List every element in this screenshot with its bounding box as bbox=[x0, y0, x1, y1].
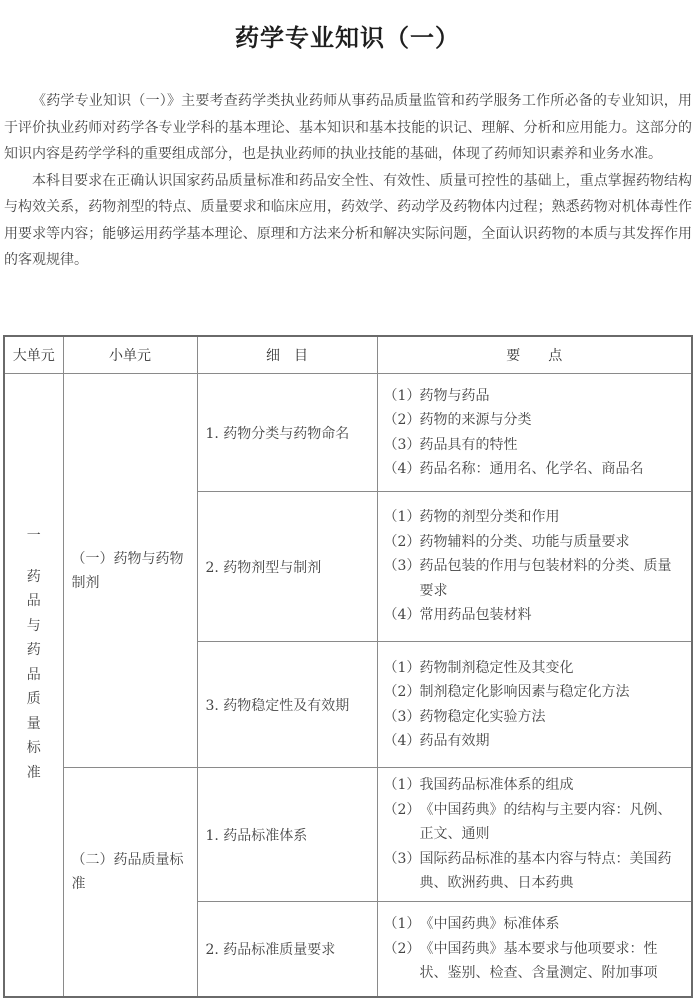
point-item: （2）《中国药典》的结构与主要内容：凡例、正文、通则 bbox=[383, 801, 672, 843]
small-unit-cell: （一）药物与药物制剂 bbox=[63, 374, 197, 768]
point-item: （2）制剂稳定化影响因素与稳定化方法 bbox=[383, 684, 630, 700]
point-item: （1）我国药品标准体系的组成 bbox=[383, 777, 574, 794]
detail-cell: 2. 药品标准质量要求 bbox=[197, 902, 377, 997]
detail-cell: 2. 药物剂型与制剂 bbox=[197, 492, 377, 642]
big-unit-cell bbox=[4, 374, 63, 997]
header-small-unit: 小单元 bbox=[63, 336, 197, 374]
point-item: （4）常用药品包装材料 bbox=[383, 607, 532, 624]
points-cell bbox=[377, 902, 692, 997]
intro-paragraph: 本科目要求在正确认识国家药品质量标准和药品安全性、有效性、质量可控性的基础上，重点掌握药物结构与构效关系，药物剂型的特点、质量要求和临床应用，药效学、药动学及药物体内过程；熟悉药物对机体毒性作用要求等内容；能够运用药学基本理论、原理和方法来分析和解决实际问题，全面认识药物的本质与其发挥作用的客观规律。 bbox=[4, 172, 692, 268]
point-item: （1）《中国药典》标准体系 bbox=[383, 916, 560, 932]
header-points: 要 点 bbox=[377, 336, 692, 374]
table-row bbox=[4, 768, 692, 902]
detail-cell: 1. 药物分类与药物命名 bbox=[197, 374, 377, 492]
big-unit-char: 标 bbox=[26, 740, 41, 757]
intro-section bbox=[4, 88, 692, 274]
point-item: （1）药物与药品 bbox=[383, 387, 490, 404]
small-unit-cell: （二）药品质量标准 bbox=[63, 768, 197, 997]
header-detail: 细 目 bbox=[197, 336, 377, 374]
detail-cell: 1. 药品标准体系 bbox=[197, 768, 377, 902]
big-unit-char: 药 bbox=[26, 642, 41, 659]
big-unit-char: 量 bbox=[26, 715, 41, 732]
detail-cell: 3. 药物稳定性及有效期 bbox=[197, 642, 377, 768]
points-cell bbox=[377, 374, 692, 492]
big-unit-char: 一 bbox=[26, 528, 41, 545]
points-cell bbox=[377, 492, 692, 642]
page-title: 药学专业知识（一） bbox=[235, 23, 460, 52]
point-item: （2）药物的来源与分类 bbox=[383, 412, 532, 428]
point-item: （4）药品有效期 bbox=[383, 733, 490, 749]
intro-paragraph: 《药学专业知识（一）》主要考查药学类执业药师从事药品质量监管和药学服务工作所必备的专业知识，用于评价执业药师对药学各专业学科的基本理论、基本知识和基本技能的识记、理解、分析和应用能力。这部分的知识内容是药学学科的重要组成部分，也是执业药师的执业技能的基础，体现了药师知识素养和业务水准。 bbox=[4, 93, 692, 162]
points-cell bbox=[377, 642, 692, 768]
point-item: （3）国际药品标准的基本内容与特点：美国药典、欧洲药典、日本药典 bbox=[383, 850, 672, 892]
big-unit-char: 质 bbox=[26, 691, 41, 708]
point-item: （2）药物辅料的分类、功能与质量要求 bbox=[383, 533, 630, 550]
points-cell bbox=[377, 768, 692, 902]
header-big-unit: 大单元 bbox=[4, 336, 63, 374]
point-item: （4）药品名称：通用名、化学名、商品名 bbox=[383, 461, 644, 477]
big-unit-char: 品 bbox=[26, 593, 41, 610]
table-row bbox=[4, 374, 692, 492]
big-unit-char: 准 bbox=[26, 764, 41, 781]
table-header-row bbox=[4, 336, 692, 374]
big-unit-char: 药 bbox=[26, 568, 41, 585]
syllabus-table bbox=[3, 335, 693, 998]
point-item: （3）药物稳定化实验方法 bbox=[383, 708, 546, 725]
point-item: （2）《中国药典》基本要求与他项要求：性状、鉴别、检查、含量测定、附加事项 bbox=[383, 940, 658, 981]
point-item: （3）药品具有的特性 bbox=[383, 436, 518, 453]
point-item: （1）药物的剂型分类和作用 bbox=[383, 509, 560, 526]
big-unit-char: 品 bbox=[26, 666, 41, 683]
point-item: （1）药物制剂稳定性及其变化 bbox=[383, 659, 574, 676]
big-unit-char: 与 bbox=[26, 617, 41, 634]
point-item: （3）药品包装的作用与包装材料的分类、质量要求 bbox=[383, 558, 672, 599]
